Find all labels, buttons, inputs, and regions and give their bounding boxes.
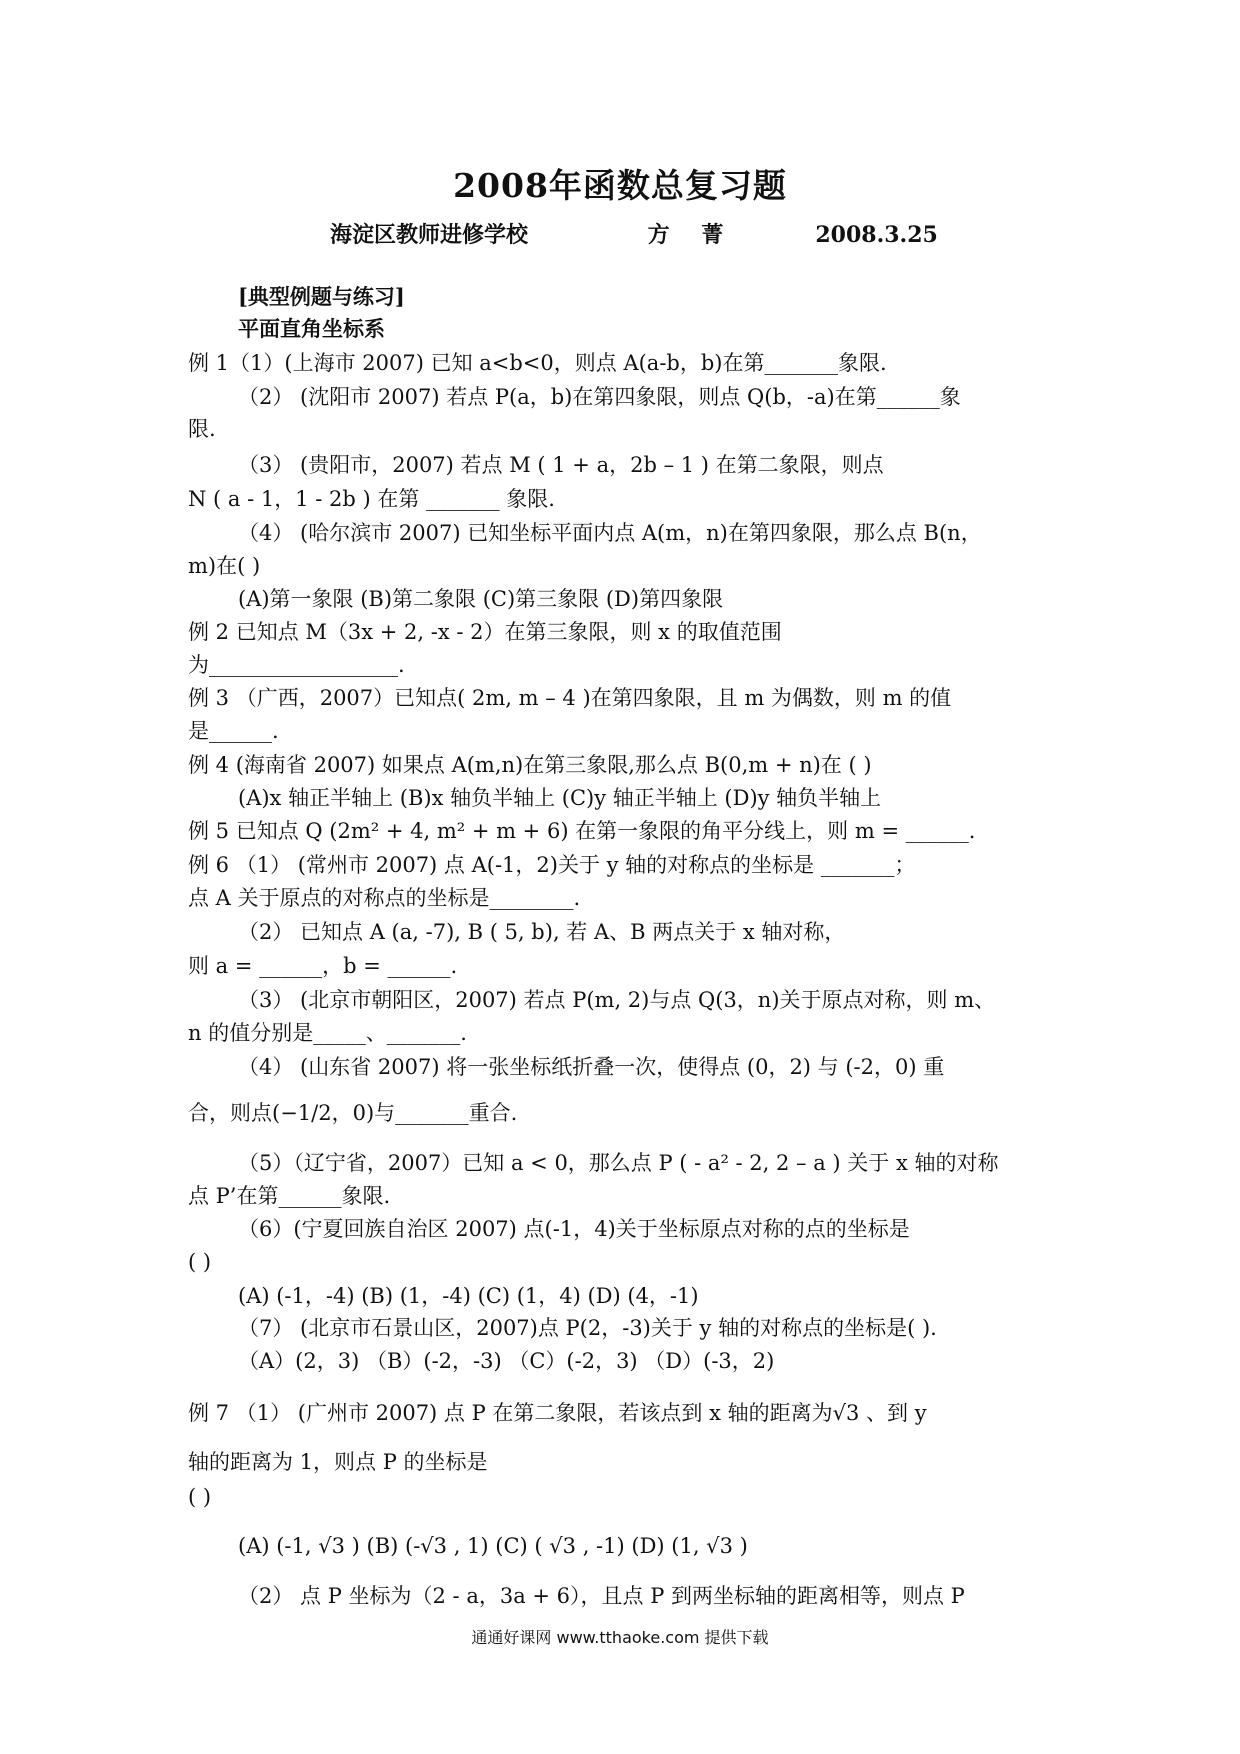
text-line: 则 a = ______，b = ______. bbox=[188, 954, 458, 978]
sub-heading: 平面直角坐标系 bbox=[238, 316, 385, 341]
text-line: ( ) bbox=[188, 1250, 212, 1274]
text-line: N ( a - 1，1 - 2b ) 在第 _______ 象限. bbox=[188, 487, 555, 511]
text-line: m)在( ) bbox=[188, 554, 261, 578]
text-line: (A) (-1，-4) (B) (1，-4) (C) (1，4) (D) (4，-1) bbox=[238, 1284, 699, 1308]
text-line: （6）(宁夏回族自治区 2007) 点(-1，4)关于坐标原点对称的点的坐标是 bbox=[238, 1217, 910, 1241]
document-subtitle bbox=[330, 218, 938, 249]
document-date: 2008.3.25 bbox=[815, 222, 938, 248]
text-line: (A)x 轴正半轴上 (B)x 轴负半轴上 (C)y 轴正半轴上 (D)y 轴负半轴上 bbox=[238, 786, 882, 810]
text-line: （A）(2，3) （B）(-2，-3) （C）(-2，3) （D）(-3，2) bbox=[238, 1349, 775, 1373]
text-line: 轴的距离为 1，则点 P 的坐标是 bbox=[188, 1450, 488, 1474]
text-line: 例 1（1）(上海市 2007) 已知 a<b<0，则点 A(a-b，b)在第_______象限. bbox=[188, 351, 887, 375]
text-line: （4） (哈尔滨市 2007) 已知坐标平面内点 A(m，n)在第四象限，那么点 B(n， bbox=[238, 521, 982, 545]
text-line: (A)第一象限 (B)第二象限 (C)第三象限 (D)第四象限 bbox=[238, 587, 724, 611]
section-heading: [典型例题与练习] bbox=[238, 284, 405, 309]
text-line: （4） (山东省 2007) 将一张坐标纸折叠一次，使得点 (0，2) 与 (-2，0) 重 bbox=[238, 1055, 945, 1079]
text-line: （2） (沈阳市 2007) 若点 P(a，b)在第四象限，则点 Q(b，-a)在第______象 bbox=[238, 385, 961, 409]
text-line: （3） (北京市朝阳区，2007) 若点 P(m, 2)与点 Q(3，n)关于原点对称，则 m、 bbox=[238, 988, 996, 1012]
document-title: 2008年函数总复习题 bbox=[453, 166, 787, 205]
text-line: 例 4 (海南省 2007) 如果点 A(m,n)在第三象限,那么点 B(0,m + n)在 ( ) bbox=[188, 753, 872, 777]
text-line: 为__________________. bbox=[188, 653, 405, 677]
text-line: (A) (-1, √3 ) (B) (-√3 , 1) (C) ( √3 , -1) (D) (1, √3 ) bbox=[238, 1534, 748, 1558]
text-line: 例 6 （1） (常州市 2007) 点 A(-1，2)关于 y 轴的对称点的坐标是 _______； bbox=[188, 853, 916, 877]
text-line: 点 A 关于原点的对称点的坐标是________. bbox=[188, 886, 581, 910]
text-line: 限. bbox=[188, 417, 216, 441]
text-line: 例 3 （广西，2007）已知点( 2m, m – 4 )在第四象限，且 m 为偶数，则 m 的值 bbox=[188, 686, 952, 710]
text-line: （3） (贵阳市，2007) 若点 M ( 1 + a，2b – 1 ) 在第二象限，则点 bbox=[238, 453, 884, 477]
text-line: 例 7 （1） (广州市 2007) 点 P 在第二象限，若该点到 x 轴的距离为√3 、到 y bbox=[188, 1401, 927, 1425]
text-line: 点 P’在第______象限. bbox=[188, 1184, 391, 1208]
text-line: ( ) bbox=[188, 1485, 212, 1509]
page-footer: 通通好课网 www.tthaoke.com 提供下载 bbox=[471, 1628, 769, 1647]
text-line: 例 2 已知点 M（3x + 2, -x - 2）在第三象限，则 x 的取值范围 bbox=[188, 620, 782, 644]
text-line: （2） 已知点 A (a, -7), B ( 5, b), 若 A、B 两点关于 x 轴对称， bbox=[238, 920, 846, 944]
text-line: n 的值分别是_____、_______. bbox=[188, 1021, 467, 1045]
text-line: （2） 点 P 坐标为（2 - a，3a + 6），且点 P 到两坐标轴的距离相等，则点 P bbox=[238, 1584, 965, 1608]
text-line: 合，则点(−1/2，0)与_______重合. bbox=[188, 1101, 518, 1125]
text-line: （5）（辽宁省，2007）已知 a < 0，那么点 P ( - a² - 2, 2 – a ) 关于 x 轴的对称 bbox=[238, 1151, 999, 1175]
author-name: 方 菁 bbox=[647, 222, 736, 248]
text-line: （7） (北京市石景山区，2007)点 P(2，-3)关于 y 轴的对称点的坐标是( ). bbox=[238, 1316, 937, 1340]
text-line: 是______. bbox=[188, 719, 279, 743]
school-name: 海淀区教师进修学校 bbox=[330, 222, 529, 248]
text-line: 例 5 已知点 Q (2m² + 4, m² + m + 6) 在第一象限的角平分线上，则 m = ______. bbox=[188, 819, 976, 843]
